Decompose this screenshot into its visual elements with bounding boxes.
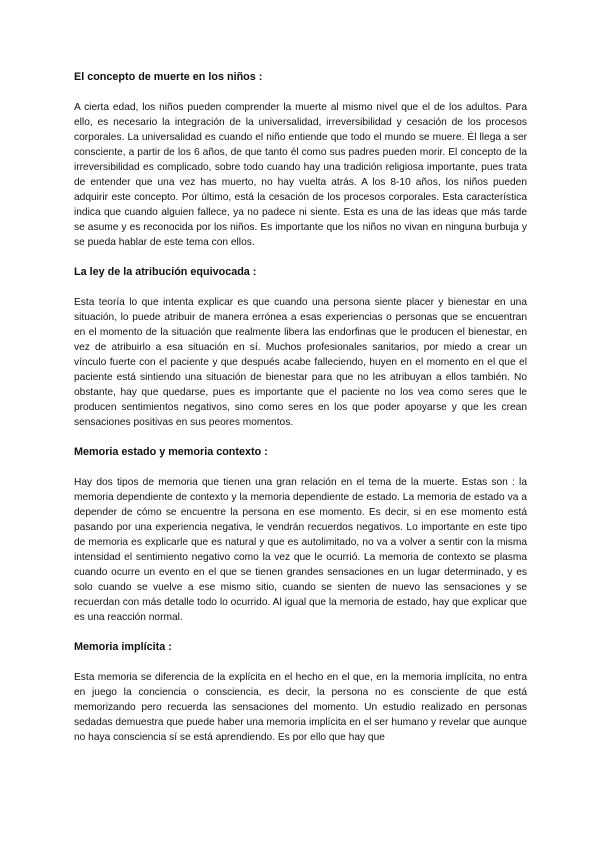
section-paragraph: Esta memoria se diferencia de la explícita en el hecho en el que, en la memoria implícita, no entra en juego la conciencia o consciencia, es decir, la persona no es consciente de que está memorizando pero recuerda las sensaciones del momento. Un estudio realizado en personas sedadas demuestra que puede haber una memoria implícita en el ser humano y revelar que aunque no haya consciencia sí se está aprendiendo. Es por ello que hay que: [74, 672, 527, 743]
section-heading: Memoria implícita :: [74, 641, 172, 653]
section-heading: El concepto de muerte en los niños :: [74, 71, 263, 83]
section-heading: La ley de la atribución equivocada :: [74, 266, 257, 278]
document-page: [74, 70, 527, 745]
section-paragraph: Hay dos tipos de memoria que tienen una gran relación en el tema de la muerte. Estas son : la memoria dependiente de contexto y la memoria dependiente de estado. La memoria de estado va a depender de cómo se encuentre la persona en ese momento. Es decir, si en ese momento está pasando por una experiencia negativa, le vendrán recuerdos negativos. Lo importante en este tipo de memoria es explicarle que es natural y que es autolimitado, no va a volver a sentir con la misma intensidad el sentimiento negativo como la vez que le ocurrió. La memoria de contexto se plasma cuando ocurre un evento en el que se tienen grandes sensaciones en un lugar determinado, y es solo cuando se vuelve a ese mismo sitio, cuando se sienten de nuevo las sensaciones y se recuerdan con más detalle todo lo ocurrido. Al igual que la memoria de estado, hay que explicar que es una reacción normal.: [74, 477, 527, 623]
section-state-context-memory: [74, 445, 527, 625]
section-death-concept-children: [74, 70, 527, 250]
section-implicit-memory: [74, 640, 527, 745]
section-heading: Memoria estado y memoria contexto :: [74, 446, 268, 458]
section-paragraph: A cierta edad, los niños pueden comprender la muerte al mismo nivel que el de los adultos. Para ello, es necesario la integración de la universalidad, irreversibilidad y cesación de los procesos corporales. La universalidad es cuando el niño entiende que todo el mundo se muere. Él llega a ser consciente, a partir de los 6 años, de que tanto él como sus padres pueden morir. El concepto de la irreversibilidad es complicado, sobre todo cuando hay una tradición religiosa importante, pues trata de entender que una vez has muerto, no hay vuelta atrás. A los 8-10 años, los niños pueden adquirir este concepto. Por último, está la cesación de los procesos corporales. Esta característica indica que cuando alguien fallece, ya no padece ni siente. Esta es una de las ideas que más tarde se asume y es reconocida por los niños. Es importante que los niños no vivan en ninguna burbuja y se pueda hablar de este tema con ellos.: [74, 102, 527, 248]
section-paragraph: Esta teoría lo que intenta explicar es que cuando una persona siente placer y bienestar en una situación, lo puede atribuir de manera errónea a esas experiencias o personas que se encuentran en el momento de la situación que realmente libera las endorfinas que le producen el bienestar, en vez de atribuirlo a esa situación en sí. Muchos profesionales sanitarios, por miedo a crear un vínculo fuerte con el paciente y que después acabe falleciendo, huyen en el momento en el que el paciente está sintiendo una situación de bienestar para que no les atribuyan a ellos también. No obstante, hay que quedarse, pues es importante que el paciente no los vea como seres que le producen sentimientos negativos, sino como seres en los que poder apoyarse y que les crean sensaciones positivas en sus peores momentos.: [74, 297, 527, 428]
section-misattribution-law: [74, 265, 527, 430]
